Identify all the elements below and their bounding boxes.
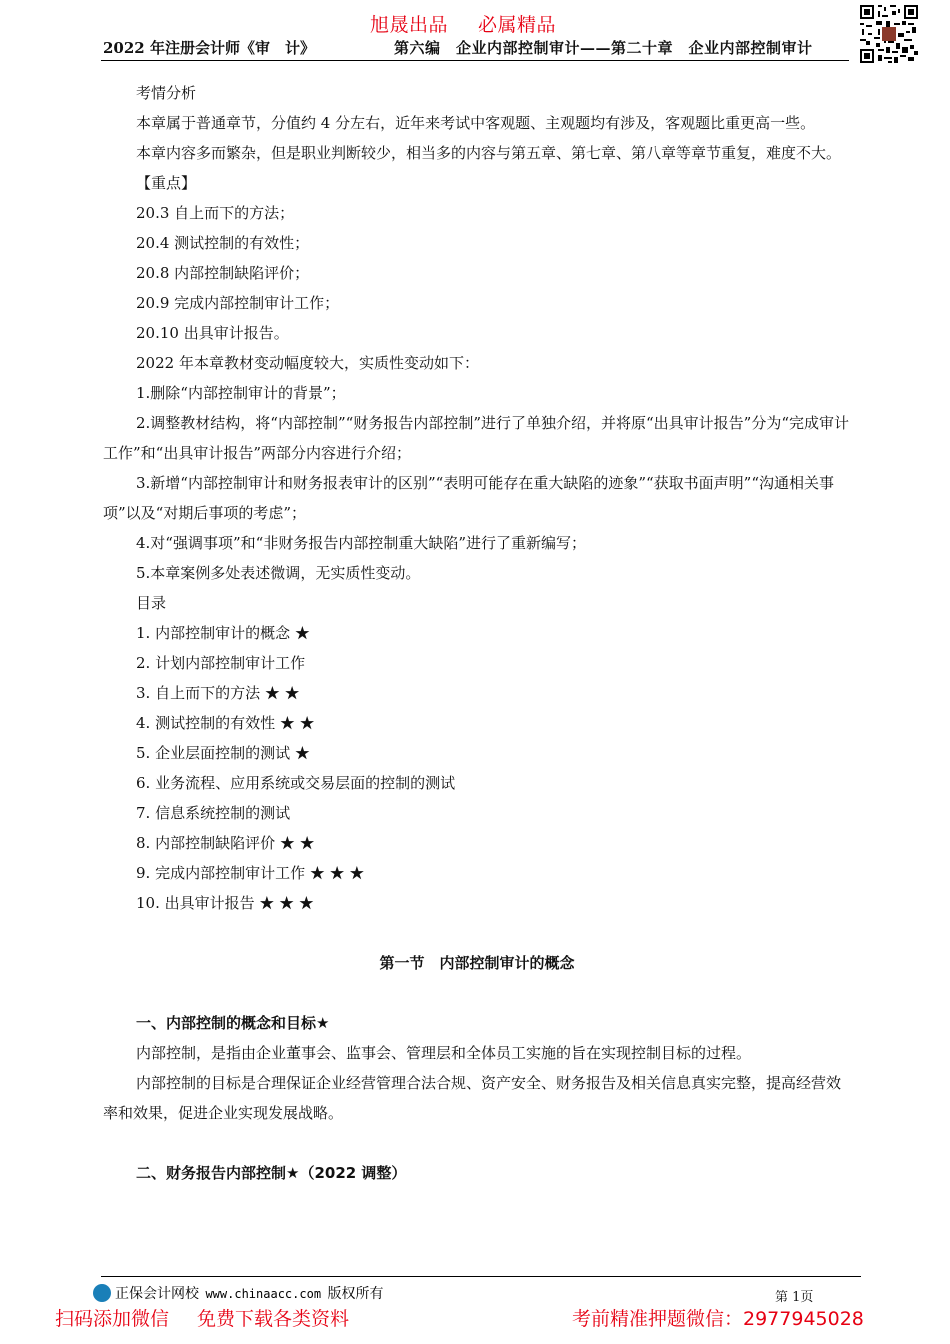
key-points-title: 【重点】	[136, 174, 197, 192]
toc-item: 8. 内部控制缺陷评价 ★ ★	[136, 834, 315, 852]
top-banner	[370, 10, 586, 37]
spacer	[103, 918, 851, 948]
key-point-item: 20.3 自上而下的方法；	[136, 204, 295, 222]
analysis-title: 考情分析	[136, 84, 197, 102]
toc-item: 4. 测试控制的有效性 ★ ★	[136, 714, 315, 732]
banner-top-left: 旭晟出品	[370, 14, 449, 36]
bottom-banner-text-2: 免费下载各类资料	[197, 1308, 350, 1330]
body-paragraph-3: 内部控制，是指由企业董事会、监事会、管理层和全体员工实施的旨在实现控制目标的过程。	[136, 1044, 752, 1062]
footer-rights: 版权所有	[327, 1286, 384, 1302]
qr-code-icon[interactable]	[858, 3, 920, 65]
toc-item: 5. 企业层面控制的测试 ★	[136, 744, 310, 762]
footer-brand	[93, 1283, 384, 1303]
toc-title: 目录	[136, 594, 167, 612]
page-number: 第 1页	[775, 1290, 814, 1305]
toc-item: 2. 计划内部控制审计工作	[136, 654, 306, 672]
key-point-item: 20.10 出具审计报告。	[136, 324, 289, 342]
header-divider	[101, 60, 849, 61]
footer-divider	[101, 1276, 861, 1277]
heading-1: 一、内部控制的概念和目标★	[136, 1014, 330, 1032]
key-point-item: 20.9 完成内部控制审计工作；	[136, 294, 340, 312]
analysis-paragraph-1: 本章属于普通章节，分值约 4 分左右，近年来考试中客观题、主观题均有涉及，客观题比重更高一些。	[136, 114, 816, 132]
bottom-banner-text-1: 扫码添加微信	[55, 1308, 170, 1330]
changes-intro: 2022 年本章教材变动幅度较大，实质性变动如下：	[136, 354, 479, 372]
header-book-title: 2022 年注册会计师《审 计》	[103, 39, 315, 57]
toc-item: 10. 出具审计报告 ★ ★ ★	[136, 894, 314, 912]
change-item: 1.删除“内部控制审计的背景”；	[136, 384, 346, 402]
footer-brand-name: 正保会计网校	[115, 1286, 199, 1302]
key-point-item: 20.8 内部控制缺陷评价；	[136, 264, 310, 282]
change-item: 4.对“强调事项”和“非财务报告内部控制重大缺陷”进行了重新编写；	[136, 534, 586, 552]
section-title: 第一节 内部控制审计的概念	[379, 954, 575, 972]
chinaacc-logo-icon	[93, 1284, 111, 1302]
change-item: 5.本章案例多处表述微调，无实质性变动。	[136, 564, 421, 582]
spacer	[103, 1128, 851, 1158]
change-item: 2.调整教材结构，将“内部控制”“财务报告内部控制”进行了单独介绍，并将原“出具审计报告”分为“完成审计工作”和“出具审计报告”两部分内容进行介绍；	[103, 414, 849, 462]
toc-item: 1. 内部控制审计的概念 ★	[136, 624, 310, 642]
bottom-banner-left	[55, 1304, 377, 1331]
key-point-item: 20.4 测试控制的有效性；	[136, 234, 310, 252]
analysis-paragraph-2: 本章内容多而繁杂，但是职业判断较少，相当多的内容与第五章、第七章、第八章等章节重复，难度不大。	[136, 144, 842, 162]
footer-site-link[interactable]: www.chinaacc.com	[205, 1287, 322, 1301]
toc-item: 3. 自上而下的方法 ★ ★	[136, 684, 300, 702]
header-chapter-title: 第六编 企业内部控制审计——第二十章 企业内部控制审计	[394, 39, 813, 57]
banner-top-right: 必属精品	[478, 14, 557, 36]
toc-item: 6. 业务流程、应用系统或交易层面的控制的测试	[136, 774, 456, 792]
heading-2: 二、财务报告内部控制★（2022 调整）	[136, 1164, 407, 1182]
spacer	[103, 978, 851, 1008]
toc-item: 7. 信息系统控制的测试	[136, 804, 291, 822]
toc-item: 9. 完成内部控制审计工作 ★ ★ ★	[136, 864, 365, 882]
bottom-banner-right: 考前精准押题微信：2977945028	[572, 1308, 864, 1330]
document-body	[103, 78, 851, 1188]
change-item: 3.新增“内部控制审计和财务报表审计的区别”“表明可能存在重大缺陷的迹象”“获取书面声明”“沟通相关事项”以及“对期后事项的考虑”；	[103, 474, 834, 522]
body-paragraph-4: 内部控制的目标是合理保证企业经营管理合法合规、资产安全、财务报告及相关信息真实完整，提高经营效率和效果，促进企业实现发展战略。	[103, 1074, 842, 1122]
